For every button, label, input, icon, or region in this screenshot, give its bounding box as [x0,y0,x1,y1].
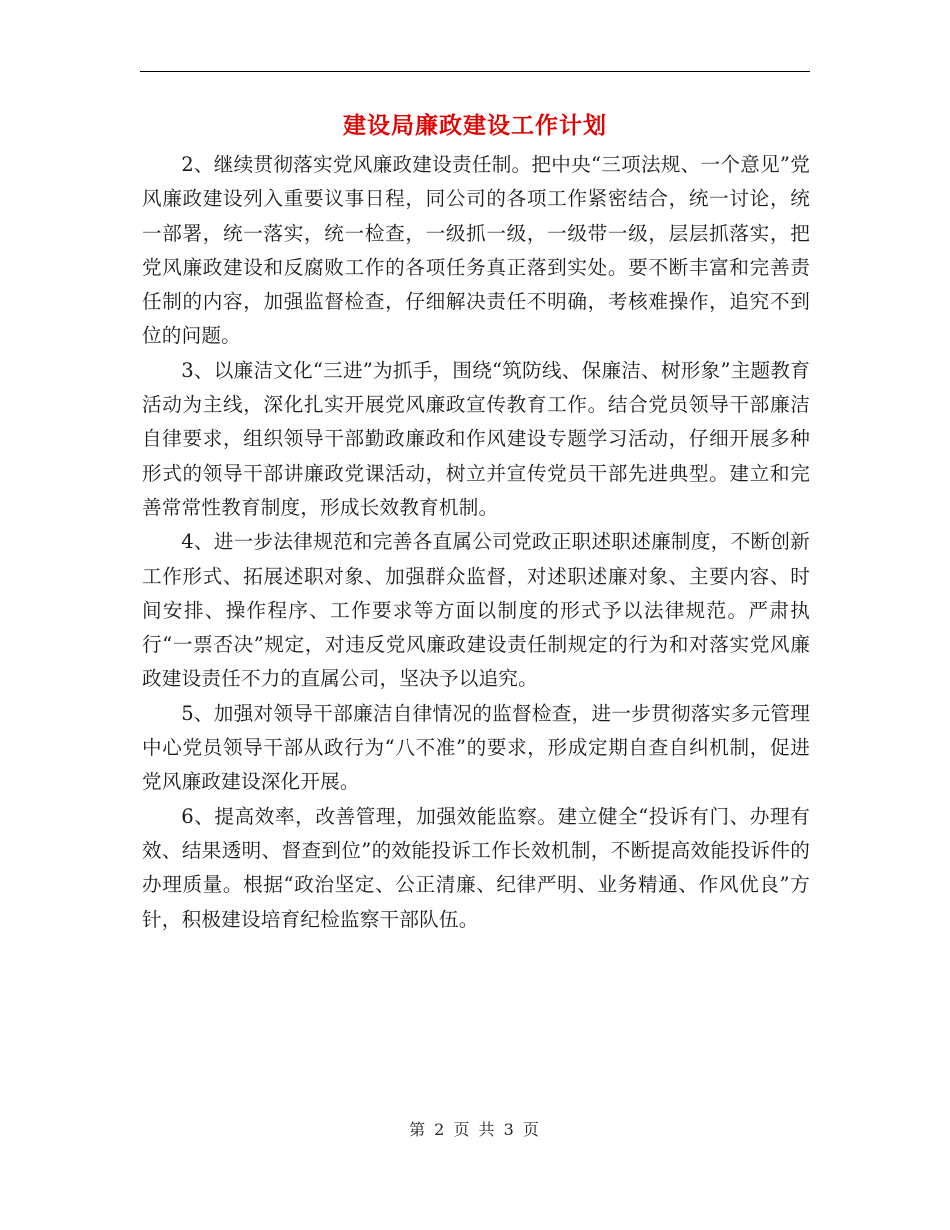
paragraph-item-2: 2、继续贯彻落实党风廉政建设责任制。把中央“三项法规、一个意见”党风廉政建设列入重要议事日程，同公司的各项工作紧密结合，统一讨论，统一部署，统一落实，统一检查，一级抓一级，一级带一级，层层抓落实，把党风廉政建设和反腐败工作的各项任务真正落到实处。要不断丰富和完善责任制的内容，加强监督检查，仔细解决责任不明确，考核难操作，追究不到位的问题。 [142,153,810,348]
document-title: 建设局廉政建设工作计划 [343,112,607,139]
header-rule [140,71,810,72]
paragraph-item-5: 5、加强对领导干部廉洁自律情况的监督检查，进一步贯彻落实多元管理中心党员领导干部从政行为“八不准”的要求，形成定期自查自纠机制，促进党风廉政建设深化开展。 [142,701,810,794]
paragraph-item-6: 6、提高效率，改善管理，加强效能监察。建立健全“投诉有门、办理有效、结果透明、督查到位”的效能投诉工作长效机制，不断提高效能投诉件的办理质量。根据“政治坚定、公正清廉、纪律严明、业务精通、作风优良”方针，积极建设培育纪检监察干部队伍。 [142,804,810,931]
paragraph-item-4: 4、进一步法律规范和完善各直属公司党政正职述职述廉制度，不断创新工作形式、拓展述职对象、加强群众监督，对述职述廉对象、主要内容、时间安排、操作程序、工作要求等方面以制度的形式予以法律规范。严肃执行“一票否决”规定，对违反党风廉政建设责任制规定的行为和对落实党风廉政建设责任不力的直属公司，坚决予以追究。 [142,530,810,691]
page-number-footer: 第 2 页 共 3 页 [409,1120,541,1139]
paragraph-item-3: 3、以廉洁文化“三进”为抓手，围绕“筑防线、保廉洁、树形象”主题教育活动为主线，深化扎实开展党风廉政宣传教育工作。结合党员领导干部廉洁自律要求，组织领导干部勤政廉政和作风建设专题学习活动，仔细开展多种形式的领导干部讲廉政党课活动，树立并宣传党员干部先进典型。建立和完善常常性教育制度，形成长效教育机制。 [142,358,810,519]
document-body [142,148,810,937]
